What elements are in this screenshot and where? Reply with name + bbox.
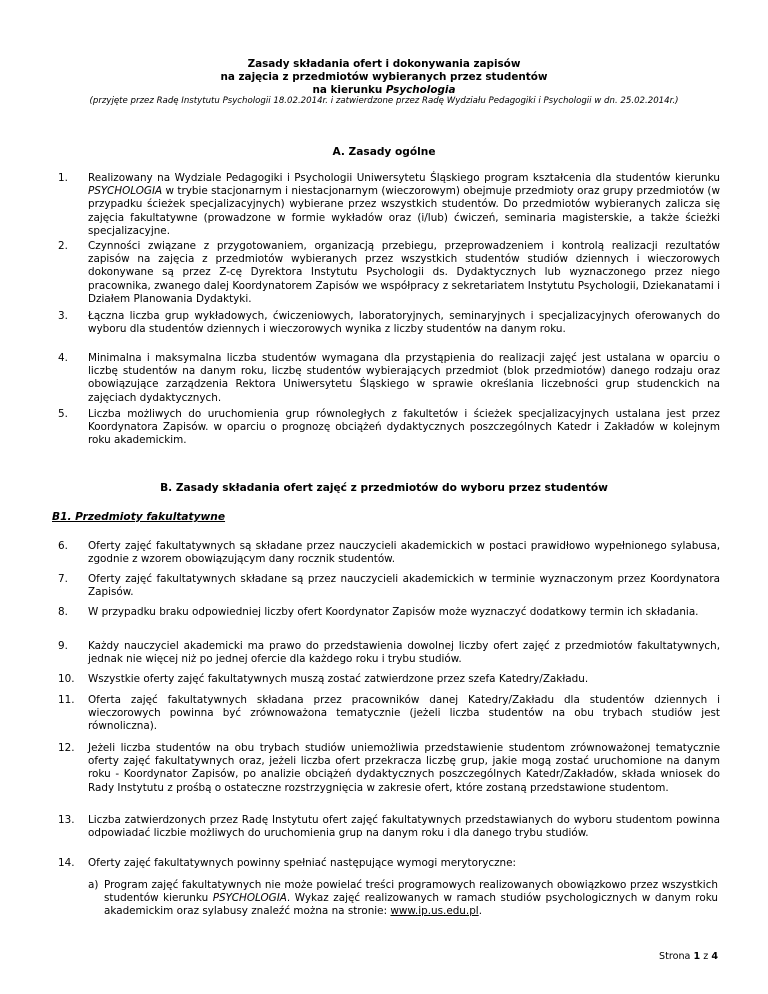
item-number: 2. — [58, 240, 68, 252]
item-number: 13. — [58, 814, 75, 826]
item-number: 9. — [58, 640, 68, 652]
website-link[interactable]: www.ip.us.edu.pl — [390, 905, 479, 918]
section-b1-heading: B1. Przedmioty fakultatywne — [52, 511, 226, 523]
approval-note: (przyjęte przez Radę Instytutu Psychologii 18.02.2014r. i zatwierdzone przez Radę Wydziału Pedagogiki i Psychologii w dn. 25.02.2014r.) — [89, 96, 679, 106]
item-number: 3. — [58, 310, 68, 322]
item-text: Jeżeli liczba studentów na obu trybach studiów uniemożliwia przedstawienie studentom zrównoważonej tematycznie oferty zajęć fakultatywnych oraz, jeżeli liczba ofert przekracza liczbę grup, jakie mogą zostać uruchomione na danym roku - Koordynator Zapisów, po analizie obciążeń dydaktycznych poszczególnych Katedr/Zakładów, składa wniosek do Rady Instytutu z prośbą o ostateczne rozstrzygnięcia w zakresie ofert, które zostaną przedstawione studentom. — [88, 742, 720, 794]
item-number: 8. — [58, 606, 68, 618]
item-text: Oferty zajęć fakultatywnych są składane przez nauczycieli akademickich w postaci prawidłowo wypełnionego sylabusa, zgodnie z wzorem obowiązującym dany rocznik studentów. — [88, 540, 720, 566]
item-text: Czynności związane z przygotowaniem, organizacją przebiegu, przeprowadzeniem i kontrolą realizacji rezultatów zapisów na zajęcia z przedmiotów wybieranych przez wszystkich studentów studiów dziennych i wieczorowych dokonywane są przez Z-cę Dyrektora Instytutu Psychologii ds. Dydaktycznych lub wyznaczonego przez niego pracownika, zwanego dalej Koordynatorem Zapisów we współpracy z sekretariatem Instytutu Psychologii, Dziekanatami i Działem Planowania Dydaktyki. — [88, 240, 720, 305]
item-number: 14. — [58, 857, 75, 869]
document-title-line-2: na zajęcia z przedmiotów wybieranych przez studentów — [220, 71, 548, 83]
item-text: Oferty zajęć fakultatywnych powinny spełniać następujące wymogi merytoryczne: — [88, 857, 517, 869]
item-text: Minimalna i maksymalna liczba studentów wymagana dla przystąpienia do realizacji zajęć jest ustalana w oparciu o liczbę studentów na danym roku, liczbę studentów wybierających przedmiot (blok przedmiotów) danego rodzaju oraz obowiązujące zarządzenia Rektora Uniwersytetu Śląskiego w sprawie określania liczebności grup studenckich na zajęciach dydaktycznych. — [88, 352, 720, 404]
item-number: 6. — [58, 540, 68, 552]
page-number: Strona 1 z 4 — [659, 951, 718, 962]
item-number: 1. — [58, 172, 68, 184]
item-text: Łączna liczba grup wykładowych, ćwiczeniowych, laboratoryjnych, seminaryjnych i specjalizacyjnych oferowanych do wyboru dla studentów dziennych i wieczorowych wynika z liczby studentów na danym roku. — [88, 310, 720, 336]
section-a-heading: A. Zasady ogólne — [332, 146, 436, 158]
item-text: Liczba możliwych do uruchomienia grup równoległych z fakultetów i ścieżek specjalizacyjnych ustalana jest przez Koordynatora Zapisów. w oparciu o prognozę obciążeń dydaktycznych poszczególnych Katedr i Zakładów w kolejnym roku akademickim. — [88, 408, 720, 447]
section-b-heading: B. Zasady składania ofert zajęć z przedmiotów do wyboru przez studentów — [160, 482, 608, 494]
item-text: W przypadku braku odpowiedniej liczby ofert Koordynator Zapisów może wyznaczyć dodatkowy termin ich składania. — [88, 606, 699, 618]
item-number: 7. — [58, 573, 68, 585]
sub-item-text: Program zajęć fakultatywnych nie może powielać treści programowych realizowanych obowiązkowo przez wszystkich studentów kierunku PSYCHOLOGIA. Wykaz zajęć realizowanych w ramach studiów psychologicznych w danym roku akademickim oraz sylabusy znaleźć można na stronie: www.ip.us.edu.pl. — [104, 879, 718, 918]
item-text: Realizowany na Wydziale Pedagogiki i Psychologii Uniwersytetu Śląskiego program kształcenia dla studentów kierunku PSYCHOLOGIA w trybie stacjonarnym i niestacjonarnym (wieczorowym) obejmuje przedmioty oraz grupy przedmiotów (w przypadku ścieżek specjalizacyjnych) wybierane przez wszystkich studentów. Do przedmiotów wybieranych zalicza się zajęcia fakultatywne (prowadzone w formie wykładów oraz (i/lub) ćwiczeń, seminaria magisterskie, a także ścieżki specjalizacyjne. — [88, 172, 720, 237]
document-title-line-1: Zasady składania ofert i dokonywania zapisów — [247, 58, 521, 70]
item-text: Oferta zajęć fakultatywnych składana przez pracowników danej Katedry/Zakładu dla studentów dziennych i wieczorowych powinna być zrównoważona tematycznie (jeżeli liczba studentów na obu trybach studiów jest równoliczna). — [88, 694, 720, 733]
item-number: 12. — [58, 742, 75, 754]
item-text: Każdy nauczyciel akademicki ma prawo do przedstawienia dowolnej liczby ofert zajęć z przedmiotów fakultatywnych, jednak nie więcej niż po jednej ofercie dla każdego roku i trybu studiów. — [88, 640, 720, 666]
item-text: Liczba zatwierdzonych przez Radę Instytutu ofert zajęć fakultatywnych przedstawianych do wyboru studentom powinna odpowiadać liczbie możliwych do uruchomienia grup na danym roku i dla danego trybu studiów. — [88, 814, 720, 840]
sub-item-label: a) — [88, 879, 99, 891]
item-number: 5. — [58, 408, 68, 420]
item-number: 11. — [58, 694, 75, 706]
title-prefix: na kierunku — [312, 84, 386, 96]
item-number: 10. — [58, 673, 75, 685]
item-number: 4. — [58, 352, 68, 364]
title-italic: Psychologia — [385, 84, 456, 96]
item-text: Oferty zajęć fakultatywnych składane są przez nauczycieli akademickich w terminie wyznaczonym przez Koordynatora Zapisów. — [88, 573, 720, 599]
item-text: Wszystkie oferty zajęć fakultatywnych muszą zostać zatwierdzone przez szefa Katedry/Zakładu. — [88, 673, 589, 685]
